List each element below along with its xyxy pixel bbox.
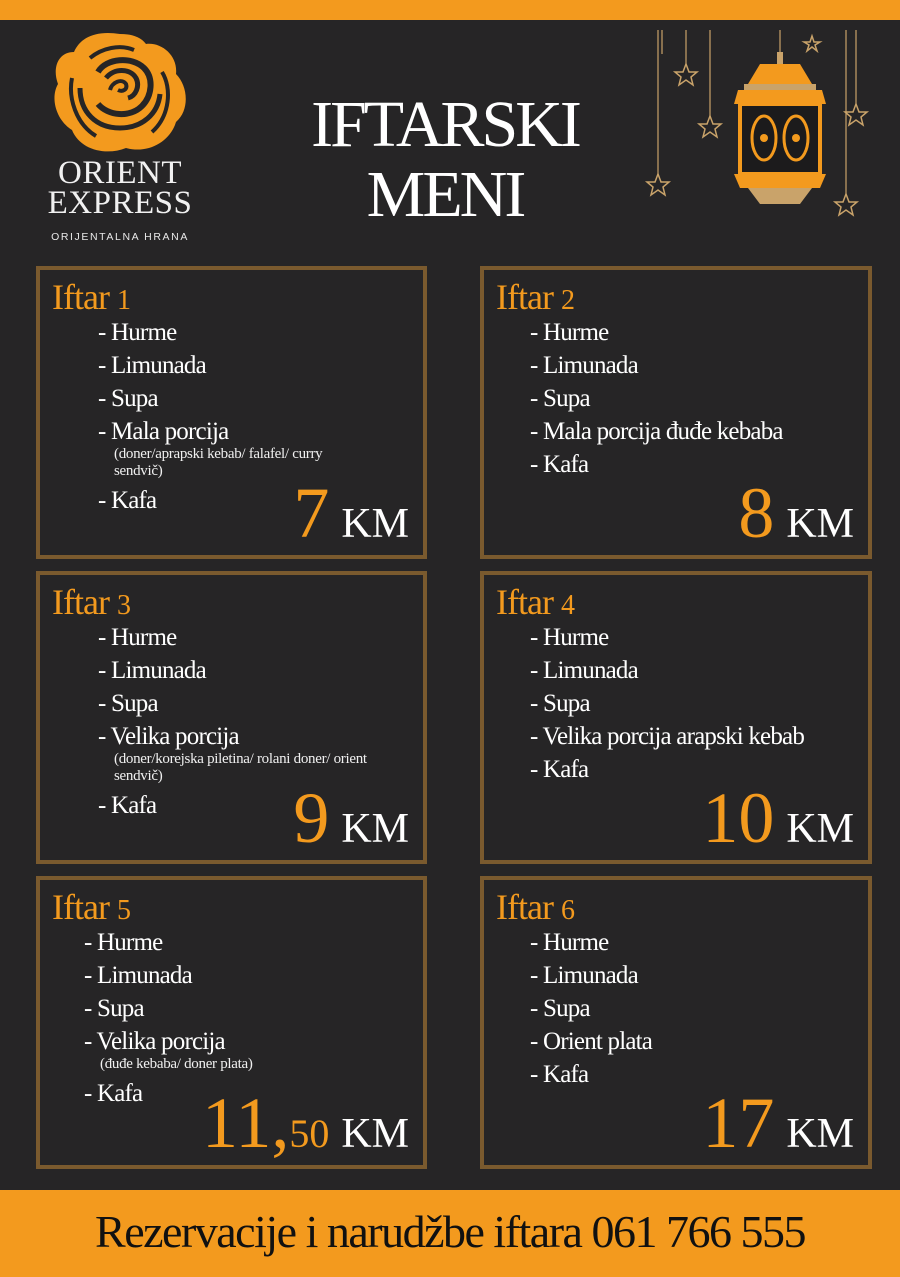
menu-card-iftar-6 bbox=[480, 876, 872, 1169]
list-item: - Supa bbox=[98, 690, 158, 717]
price-amount: 10 bbox=[702, 778, 775, 858]
price-amount: 7 bbox=[293, 473, 330, 553]
card-title bbox=[496, 581, 574, 623]
price-currency: KM bbox=[341, 501, 409, 547]
title-line2: MENI bbox=[366, 158, 524, 231]
list-item: - Supa bbox=[530, 690, 590, 717]
price bbox=[293, 778, 409, 858]
card-title-number: 5 bbox=[116, 895, 130, 926]
brand-logo bbox=[40, 28, 200, 248]
list-item: - Hurme bbox=[98, 624, 177, 651]
list-item: - Limunada bbox=[84, 962, 192, 989]
card-title-text: Iftar bbox=[52, 277, 109, 317]
card-title-text: Iftar bbox=[496, 582, 553, 622]
card-title-number: 4 bbox=[560, 590, 574, 621]
reservation-footer bbox=[0, 1190, 900, 1277]
list-item: - Kafa bbox=[98, 487, 157, 514]
menu-card-iftar-5 bbox=[36, 876, 427, 1169]
list-item: - Limunada bbox=[530, 962, 638, 989]
card-title bbox=[496, 886, 574, 928]
price bbox=[738, 473, 854, 553]
item-list bbox=[530, 316, 783, 481]
item-list bbox=[530, 926, 652, 1091]
list-item: - Kafa bbox=[530, 1061, 589, 1088]
list-item: - Limunada bbox=[98, 352, 206, 379]
card-title-number: 2 bbox=[560, 285, 574, 316]
price-amount: 8 bbox=[738, 473, 775, 553]
item-list bbox=[530, 621, 804, 786]
list-item: - Hurme bbox=[530, 319, 609, 346]
price-amount: 11, bbox=[201, 1083, 290, 1163]
list-item: - Supa bbox=[530, 995, 590, 1022]
price-amount: 17 bbox=[702, 1083, 775, 1163]
item-note: (doner/aprapski kebab/ falafel/ curry sendvič) bbox=[114, 446, 323, 479]
card-title-text: Iftar bbox=[496, 277, 553, 317]
card-title-number: 6 bbox=[560, 895, 574, 926]
menu-card-iftar-3 bbox=[36, 571, 427, 864]
rose-logo-icon bbox=[50, 28, 190, 158]
card-title bbox=[52, 581, 130, 623]
menu-card-iftar-2 bbox=[480, 266, 872, 559]
card-title bbox=[496, 276, 574, 318]
list-item: - Orient plata bbox=[530, 1028, 653, 1055]
price-currency: KM bbox=[341, 1111, 409, 1157]
list-item: - Mala porcija đuđe kebaba bbox=[530, 418, 783, 445]
list-item: - Kafa bbox=[98, 792, 157, 819]
menu-card-iftar-4 bbox=[480, 571, 872, 864]
menu-card-iftar-1 bbox=[36, 266, 427, 559]
list-item: - Kafa bbox=[530, 756, 589, 783]
list-item: - Limunada bbox=[530, 352, 638, 379]
price-currency: KM bbox=[786, 1111, 854, 1157]
brand-name-line1: ORIENT bbox=[58, 155, 182, 191]
list-item: - Supa bbox=[84, 995, 144, 1022]
list-item: - Supa bbox=[98, 385, 158, 412]
card-title bbox=[52, 276, 130, 318]
list-item: - Velika porcija bbox=[84, 1028, 225, 1055]
list-item: - Supa bbox=[530, 385, 590, 412]
item-note: (đuđe kebaba/ doner plata) bbox=[100, 1056, 253, 1072]
list-item: - Velika porcija bbox=[98, 723, 239, 750]
card-title-number: 1 bbox=[116, 285, 130, 316]
price-amount: 9 bbox=[293, 778, 330, 858]
list-item: - Velika porcija arapski kebab bbox=[530, 723, 805, 750]
page-title bbox=[270, 90, 620, 230]
list-item: - Hurme bbox=[530, 929, 609, 956]
price bbox=[293, 473, 409, 553]
card-title-number: 3 bbox=[116, 590, 130, 621]
list-item: - Limunada bbox=[530, 657, 638, 684]
price-currency: KM bbox=[786, 501, 854, 547]
list-item: - Hurme bbox=[530, 624, 609, 651]
card-title-text: Iftar bbox=[496, 887, 553, 927]
brand-tagline: ORIJENTALNA HRANA bbox=[51, 231, 189, 243]
list-item: - Kafa bbox=[530, 451, 589, 478]
lantern-stars-icon bbox=[640, 24, 880, 224]
list-item: - Mala porcija bbox=[98, 418, 229, 445]
reservation-text[interactable]: Rezervacije i narudžbe iftara 061 766 555 bbox=[95, 1206, 805, 1257]
price-currency: KM bbox=[786, 806, 854, 852]
card-title bbox=[52, 886, 130, 928]
list-item: - Hurme bbox=[84, 929, 163, 956]
title-line1: IFTARSKI bbox=[311, 88, 579, 161]
price bbox=[702, 1083, 854, 1163]
card-title-text: Iftar bbox=[52, 887, 109, 927]
list-item: - Limunada bbox=[98, 657, 206, 684]
item-note: (doner/korejska piletina/ rolani doner/ orient sendvič) bbox=[114, 751, 367, 784]
price-currency: KM bbox=[341, 806, 409, 852]
price-decimal: 50 bbox=[289, 1111, 330, 1156]
list-item: - Kafa bbox=[84, 1080, 143, 1107]
price bbox=[201, 1083, 409, 1163]
card-title-text: Iftar bbox=[52, 582, 109, 622]
brand-name-line2: EXPRESS bbox=[47, 185, 193, 221]
top-accent-bar bbox=[0, 0, 900, 20]
list-item: - Hurme bbox=[98, 319, 177, 346]
price bbox=[702, 778, 854, 858]
